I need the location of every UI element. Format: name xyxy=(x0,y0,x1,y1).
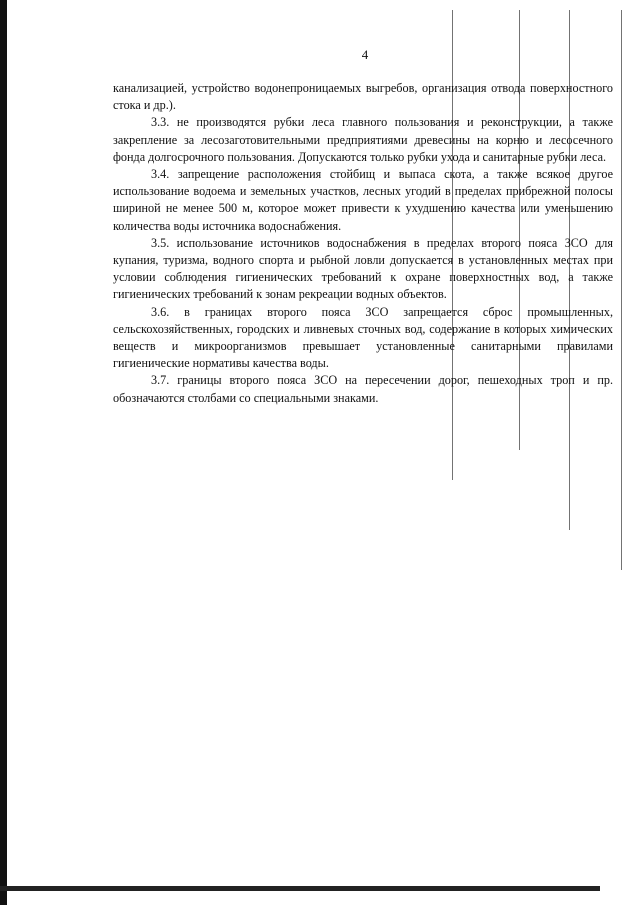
scan-artifact-line xyxy=(621,10,622,570)
page-number: 4 xyxy=(361,47,369,62)
paragraph-3-7: 3.7. границы второго пояса ЗСО на пересечении дорог, пешеходных троп и пр. обозначаются столбами со специальными знаками. xyxy=(113,373,613,405)
paragraph-3-4: 3.4. запрещение расположения стойбищ и выпаса скота, а также всякое другое использование водоема и земельных участков, лесных угодий в пределах прибрежной полосы шириной не менее 500 м, которое может привести к ухудшению качества или уменьшению количества воды источника водоснабжения. xyxy=(113,167,613,233)
document-body xyxy=(113,80,613,407)
paragraph: канализацией, устройство водонепроницаемых выгребов, организация отвода поверхностного стока и др.). xyxy=(113,81,613,113)
paragraph-3-6: 3.6. в границах второго пояса ЗСО запрещается сброс промышленных, сельскохозяйственных, городских и ливневых сточных вод, содержание в которых химических веществ и микроорганизмов превышает установленные санитарными правилами гигиенические нормативы качества воды. xyxy=(113,304,613,371)
scan-bottom-border xyxy=(0,886,600,891)
scan-left-border xyxy=(0,0,7,905)
paragraph-3-3: 3.3. не производятся рубки леса главного пользования и реконструкции, а также закрепление за лесозаготовительными предприятиями древесины на корню и лесосечного фонда долгосрочного пользования. Допускаются только рубки ухода и санитарные рубки леса. xyxy=(113,115,613,164)
paragraph-3-5: 3.5. использование источников водоснабжения в пределах второго пояса ЗСО для купания, туризма, водного спорта и рыбной ловли допускается в установленных местах при условии соблюдения гигиенических требований к охране поверхностных вод, а также гигиенических требований к зонам рекреации водных объектов. xyxy=(113,235,613,302)
